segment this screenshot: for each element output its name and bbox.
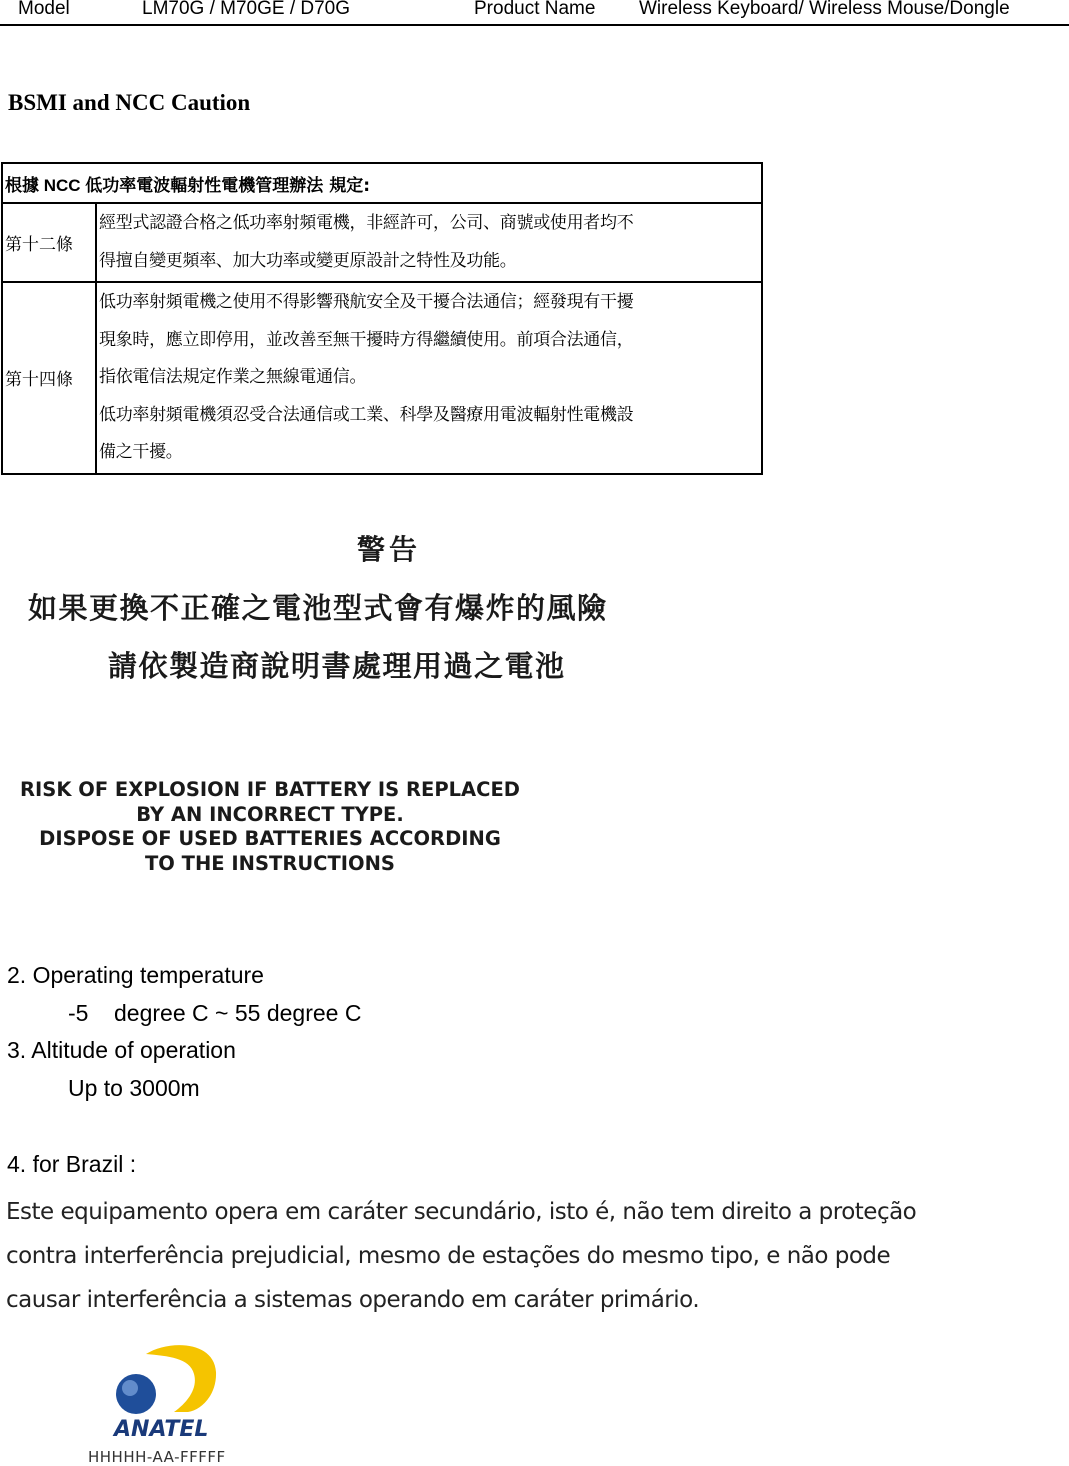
operating-temperature-value: -5 degree C ~ 55 degree C <box>68 1000 362 1026</box>
article-12-cell: 第十二條 <box>2 203 96 282</box>
brazil-line: Este equipamento opera em caráter secundário, isto é, não tem direito a proteção <box>6 1199 917 1225</box>
article-14-text <box>96 282 762 474</box>
table-heading-prefix: 根據 NCC <box>5 175 86 195</box>
article-12-text <box>96 203 762 282</box>
risk-line: TO THE INSTRUCTIONS <box>145 851 395 875</box>
table-row <box>2 282 762 474</box>
risk-line: RISK OF EXPLOSION IF BATTERY IS REPLACED <box>20 778 520 801</box>
battery-warning-chinese <box>8 520 770 720</box>
brazil-line: contra interferência prejudicial, mesmo de estações do mesmo tipo, e não pode <box>6 1243 891 1269</box>
brazil-heading: 4. for Brazil : <box>7 1151 137 1177</box>
article-14-line: 低功率射頻電機須忍受合法通信或工業、科學及醫療用電波輻射性電機設 <box>99 404 634 425</box>
table-heading-text: 低功率電波輻射性電機管理辦法 規定: <box>85 175 370 196</box>
article-14-line: 低功率射頻電機之使用不得影響飛航安全及干擾合法通信；經發現有干擾 <box>99 292 634 312</box>
page-title: BSMI and NCC Caution <box>8 90 251 115</box>
article-12-line: 經型式認證合格之低功率射頻電機，非經許可，公司、商號或使用者均不 <box>99 213 634 233</box>
anatel-logo <box>88 1342 248 1466</box>
brazil-line: causar interferência a sistemas operando em caráter primário. <box>6 1287 700 1313</box>
anatel-wordmark: ANATEL <box>114 1417 209 1442</box>
article-14-line: 現象時，應立即停用，並改善至無干擾時方得繼續使用。前項合法通信， <box>99 329 634 350</box>
model-value: LM70G / M70GE / D70G <box>142 0 351 19</box>
model-label: Model <box>18 0 70 19</box>
article-12-line: 得擅自變更頻率、加大功率或變更原設計之特性及功能。 <box>99 250 517 271</box>
risk-line: BY AN INCORRECT TYPE. <box>136 802 404 826</box>
ncc-regulation-table <box>1 162 763 475</box>
altitude-heading: 3. Altitude of operation <box>7 1037 236 1063</box>
warning-line-explosion: 如果更換不正確之電池型式會有爆炸的風險 <box>28 591 608 625</box>
product-name-label: Product Name <box>474 0 596 19</box>
risk-line: DISPOSE OF USED BATTERIES ACCORDING <box>39 827 501 850</box>
product-name-value: Wireless Keyboard/ Wireless Mouse/Dongle <box>639 0 1010 19</box>
article-14-line: 備之干擾。 <box>99 442 183 462</box>
warning-title: 警告 <box>356 533 421 566</box>
table-row <box>2 203 762 282</box>
anatel-logo-mark <box>88 1342 248 1446</box>
table-heading-row <box>2 163 762 203</box>
table-heading-cell <box>2 163 762 203</box>
operating-temperature-heading: 2. Operating temperature <box>7 962 264 988</box>
page-header <box>0 0 1069 26</box>
warning-line-dispose: 請依製造商說明書處理用過之電池 <box>108 649 566 683</box>
article-14-cell: 第十四條 <box>2 282 96 474</box>
brazil-statement <box>6 1190 1006 1322</box>
anatel-certification-code: HHHHH-AA-FFFFF <box>88 1448 226 1466</box>
article-14-line: 指依電信法規定作業之無線電通信。 <box>99 367 367 387</box>
altitude-value: Up to 3000m <box>68 1075 200 1101</box>
battery-warning-english <box>10 778 530 876</box>
